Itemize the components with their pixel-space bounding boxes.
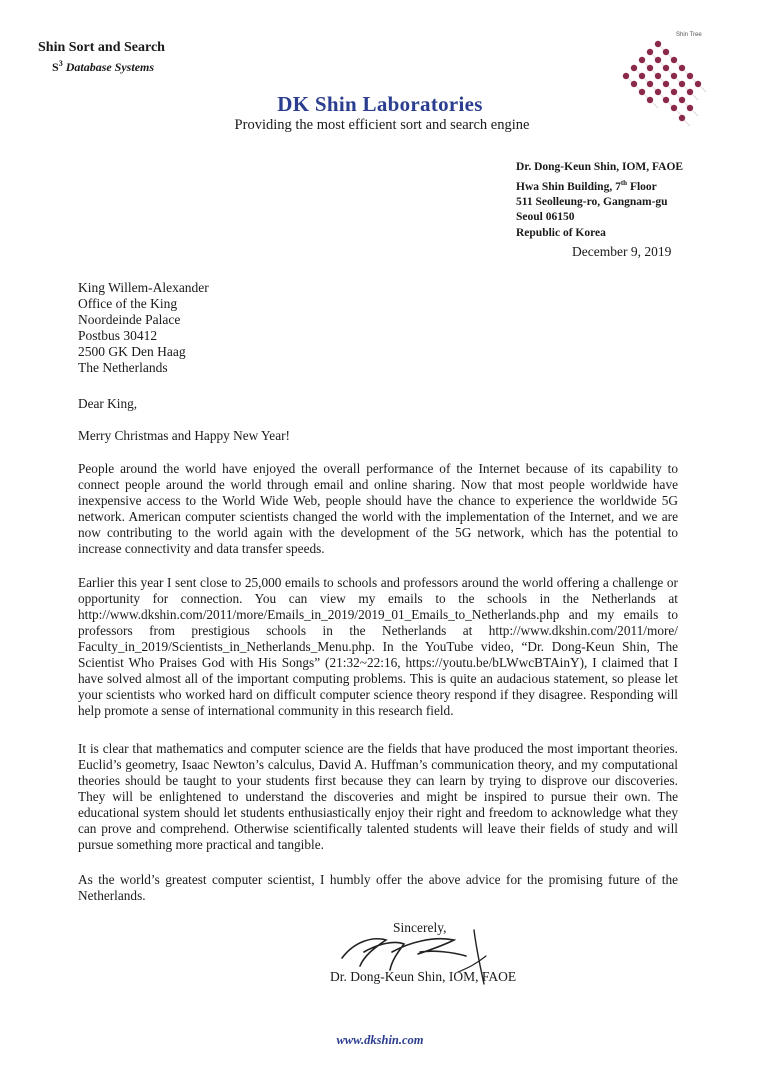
logo-dot xyxy=(639,57,645,63)
footer-website-link[interactable]: www.dkshin.com xyxy=(336,1033,424,1047)
paragraph-3: It is clear that mathematics and computer science are the fields that have produced the most important theories. Euclid’s geometry, Isaac Newton’s calculus, David A. Huffman’s communication theory, and my computational theories should be taught to your students first because they can learn by trying to disprove our discoveries. They will be enlightened to understand the discoveries and might be inspired to pursue their own. The educational system should let students enthusiastically enjoy their right and freedom to acknowledge what they can prove and comprehend. Otherwise scientifically talented students will leave their fields of study and will pursue something more practical and tangible. xyxy=(78,741,678,852)
sender-country: Republic of Korea xyxy=(516,226,606,239)
sender-building: Hwa Shin Building, 7th Floor xyxy=(516,178,657,193)
logo-dot xyxy=(679,81,685,87)
logo-dot xyxy=(671,73,677,79)
logo-dot xyxy=(687,73,693,79)
logo-dot xyxy=(647,49,653,55)
org-name: DK Shin Laboratories xyxy=(277,92,483,116)
recipient-line: King Willem-Alexander xyxy=(78,280,209,295)
recipient-address xyxy=(78,280,209,376)
logo-dot xyxy=(663,65,669,71)
logo-dot xyxy=(623,73,629,79)
recipient-line: Postbus 30412 xyxy=(78,328,158,343)
recipient-line: Office of the King xyxy=(78,296,178,311)
paragraph-1: People around the world have enjoyed the overall performance of the Internet because of its capability to connect people around the world through email and online sharing. Now that most people worldwide have inexpensive access to the World Wide Web, people should have the chance to experience the worldwide 5G network. American computer scientists changed the world with the implementation of the Internet, and we are now contributing to the world again with the development of the 5G network, which has the potential to increase connectivity and data transfer speeds. xyxy=(78,461,678,556)
logo-dot xyxy=(639,73,645,79)
sender-name: Dr. Dong-Keun Shin, IOM, FAOE xyxy=(516,161,684,173)
logo-dot xyxy=(679,65,685,71)
letterhead-title: Shin Sort and Search xyxy=(38,40,165,55)
letter-date: December 9, 2019 xyxy=(572,244,672,259)
logo-label: Shin Tree xyxy=(676,32,702,38)
recipient-line: The Netherlands xyxy=(78,360,168,375)
paragraph-2: Earlier this year I sent close to 25,000 emails to schools and professors around the world offering a challenge or opportunity for connection. You can view my emails to the schools in the Netherlands at http://www.dkshin.com/2011/more/Emails_in_2019/2019_01_Emails_to_Netherlands.php and my emails to professors from prestigious schools in the Netherlands at http://www.dkshin.com/2011/more/ Faculty_in_2019/Scientists_in_Netherlands_Menu.php. In the YouTube video, “Dr. Dong-Keun Shin, The Scientist Who Praises God with His Songs” (21:32~22:16, https://youtu.be/bLWwcBTAinY), I claimed that I have solved almost all of the important computing problems. This is quite an audacious statement, so please let your scientists who worked hard on difficult computer science theory respond if they disagree. Responding will help promote a sense of international community in this research field. xyxy=(78,575,678,718)
greeting-line: Merry Christmas and Happy New Year! xyxy=(78,428,290,443)
logo-dot xyxy=(655,73,661,79)
logo-dot xyxy=(647,81,653,87)
logo-dot xyxy=(631,65,637,71)
salutation: Dear King, xyxy=(78,396,138,411)
org-tagline: Providing the most efficient sort and search engine xyxy=(234,117,530,133)
signature-name: Dr. Dong-Keun Shin, IOM, FAOE xyxy=(330,969,517,984)
logo-dot xyxy=(663,49,669,55)
sender-city: Seoul 06150 xyxy=(516,211,575,224)
logo-dot xyxy=(671,57,677,63)
sender-address xyxy=(516,160,683,241)
recipient-line: Noordeinde Palace xyxy=(78,312,181,327)
logo-dot xyxy=(655,41,661,47)
logo-dot xyxy=(647,65,653,71)
sender-street: 511 Seolleung-ro, Gangnam-gu xyxy=(516,195,668,208)
letterhead-subtitle: $S^3$ Database Systems xyxy=(52,59,155,74)
logo-dot xyxy=(655,57,661,63)
logo-dot xyxy=(631,81,637,87)
closing: Sincerely, xyxy=(393,920,447,935)
logo-dot xyxy=(663,81,669,87)
recipient-line: 2500 GK Den Haag xyxy=(78,344,186,359)
logo-dot xyxy=(695,81,701,87)
paragraph-4: As the world’s greatest computer scientist, I humbly offer the above advice for the promising future of the Netherlands. xyxy=(78,872,678,903)
